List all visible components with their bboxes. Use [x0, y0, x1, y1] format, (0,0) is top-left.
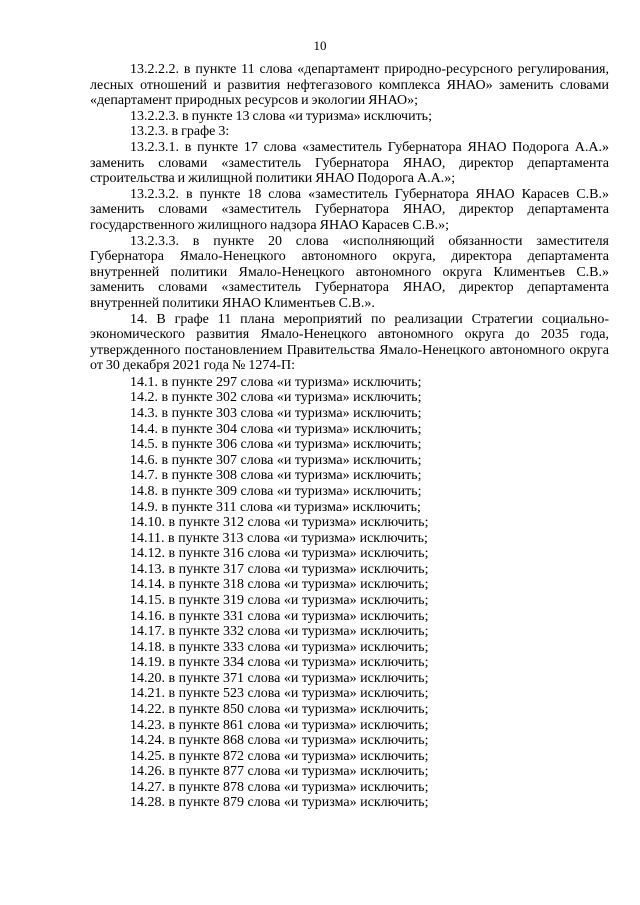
list-item: 14.24. в пункте 868 слова «и туризма» исключить; — [130, 733, 429, 749]
page-number: 10 — [313, 38, 327, 53]
list-item: 14.15. в пункте 319 слова «и туризма» исключить; — [130, 592, 429, 608]
paragraph-13-2-3: 13.2.3. в графе 3: — [130, 124, 230, 140]
list-item: 14.3. в пункте 303 слова «и туризма» исключить; — [130, 406, 422, 422]
list-item: 14.26. в пункте 877 слова «и туризма» исключить; — [130, 764, 429, 780]
list-item: 14.5. в пункте 306 слова «и туризма» исключить; — [130, 437, 422, 453]
list-item: 14.13. в пункте 317 слова «и туризма» исключить; — [130, 561, 429, 577]
paragraph-14: 14. В графе 11 плана мероприятий по реализации Стратегии социально-экономического развития Ямало-Ненецкого автономного округа до 2035 года, утвержденного постановлением Правительства Ямало-Ненецкого автономного округа от 30 декабря 2021 года № 1274-П: — [90, 311, 609, 374]
list-item: 14.4. в пункте 304 слова «и туризма» исключить; — [130, 421, 422, 437]
list-item: 14.21. в пункте 523 слова «и туризма» исключить; — [130, 686, 429, 702]
list-item: 14.16. в пункте 331 слова «и туризма» исключить; — [130, 608, 429, 624]
paragraph-13-2-3-2: 13.2.3.2. в пункте 18 слова «заместитель Губернатора ЯНАО Карасев С.В.» заменить словами «заместитель Губернатора ЯНАО, директор департамента государственного жилищного надзора ЯНАО Карасев С.В.»; — [90, 186, 609, 233]
paragraph-13-2-2-3: 13.2.2.3. в пункте 13 слова «и туризма» исключить; — [130, 108, 432, 124]
amendment-list — [90, 375, 609, 811]
list-item: 14.14. в пункте 318 слова «и туризма» исключить; — [130, 577, 429, 593]
list-item: 14.11. в пункте 313 слова «и туризма» исключить; — [130, 530, 428, 546]
list-item: 14.9. в пункте 311 слова «и туризма» исключить; — [130, 499, 421, 515]
list-item: 14.28. в пункте 879 слова «и туризма» исключить; — [130, 795, 429, 811]
list-item: 14.7. в пункте 308 слова «и туризма» исключить; — [130, 468, 422, 484]
list-item: 14.18. в пункте 333 слова «и туризма» исключить; — [130, 639, 429, 655]
list-item: 14.17. в пункте 332 слова «и туризма» исключить; — [130, 624, 429, 640]
list-item: 14.27. в пункте 878 слова «и туризма» исключить; — [130, 779, 429, 795]
list-item: 14.25. в пункте 872 слова «и туризма» исключить; — [130, 748, 429, 764]
list-item: 14.8. в пункте 309 слова «и туризма» исключить; — [130, 483, 422, 499]
document-body — [90, 62, 609, 811]
list-item: 14.2. в пункте 302 слова «и туризма» исключить; — [130, 390, 422, 406]
list-item: 14.22. в пункте 850 слова «и туризма» исключить; — [130, 702, 429, 718]
list-item: 14.1. в пункте 297 слова «и туризма» исключить; — [130, 374, 422, 390]
list-item: 14.12. в пункте 316 слова «и туризма» исключить; — [130, 546, 429, 562]
paragraph-13-2-3-1: 13.2.3.1. в пункте 17 слова «заместитель Губернатора ЯНАО Подорога А.А.» заменить словами «заместитель Губернатора ЯНАО, директор департамента строительства и жилищной политики ЯНАО Подорога А.А.»; — [90, 139, 609, 187]
list-item: 14.6. в пункте 307 слова «и туризма» исключить; — [130, 452, 422, 468]
paragraph-13-2-2-2: 13.2.2.2. в пункте 11 слова «департамент природно-ресурсного регулирования, лесных отношений и развития нефтегазового комплекса ЯНАО» заменить словами «департамент природных ресурсов и экологии ЯНАО»; — [90, 62, 609, 109]
list-item: 14.19. в пункте 334 слова «и туризма» исключить; — [130, 655, 429, 671]
list-item: 14.20. в пункте 371 слова «и туризма» исключить; — [130, 670, 429, 686]
paragraph-13-2-3-3: 13.2.3.3. в пункте 20 слова «исполняющий обязанности заместителя Губернатора Ямало-Ненецкого автономного округа, директора департамента внутренней политики Ямало-Ненецкого автономного округа Климентьев С.В.» заменить словами «заместитель Губернатора ЯНАО, директор департамента внутренней политики ЯНАО Климентьев С.В.». — [90, 233, 609, 311]
list-item: 14.10. в пункте 312 слова «и туризма» исключить; — [130, 515, 429, 531]
list-item: 14.23. в пункте 861 слова «и туризма» исключить; — [130, 717, 429, 733]
